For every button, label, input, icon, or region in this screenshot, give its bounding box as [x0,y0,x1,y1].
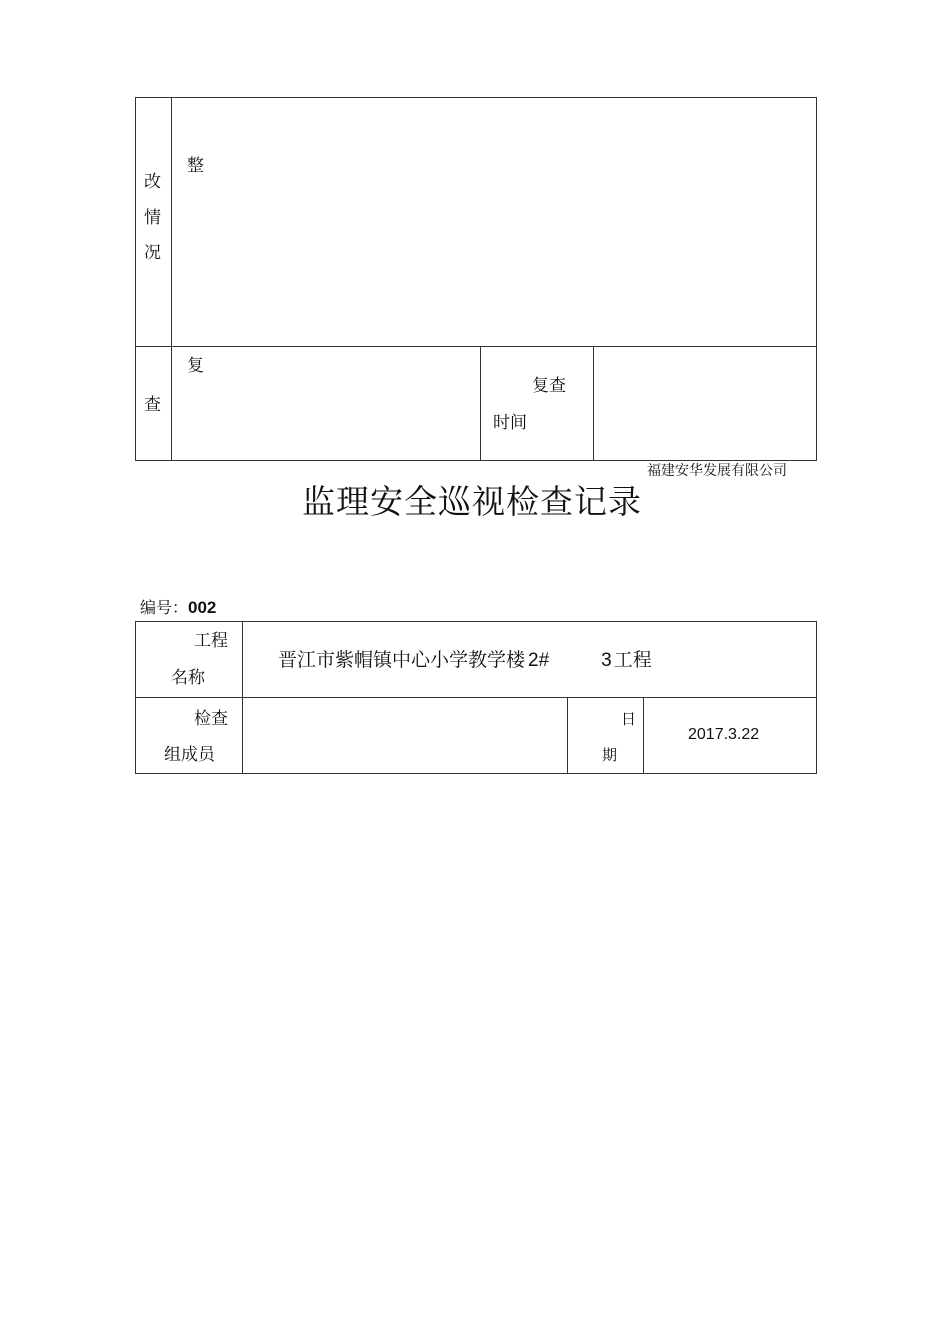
date-label-1: 日 [621,710,637,728]
rectification-label-char-3: 况 [144,243,161,263]
recheck-time-label-2: 时间 [493,413,527,433]
serial-label: 编号： [140,598,189,617]
project-name-part-2: 2# [528,650,550,671]
rectification-label-char-1: 改 [144,172,161,192]
team-label-1: 检查 [194,709,228,729]
project-label-1: 工程 [194,631,228,651]
company-name: 福建安华发展有限公司 [647,463,787,479]
date-label-2: 期 [602,746,618,764]
project-name-part-1: 晋江市紫帽镇中心小学教学楼 [278,649,526,671]
recheck-content-char: 复 [187,356,204,376]
page-title: 监理安全巡视检查记录 [302,482,642,521]
recheck-label-char: 查 [144,395,161,415]
serial-number [140,598,216,618]
rectification-label-char-2: 情 [144,208,161,228]
project-name-part-4: 工程 [613,649,652,671]
project-name [278,648,652,673]
team-label-2: 组成员 [164,745,215,765]
date-value: 2017.3.22 [688,726,760,743]
serial-value: 002 [188,598,217,617]
recheck-time-label-1: 复查 [532,376,566,396]
project-name-part-3: 3 [601,650,612,671]
rectification-content-char: 整 [187,156,204,176]
project-label-2: 名称 [171,668,205,688]
